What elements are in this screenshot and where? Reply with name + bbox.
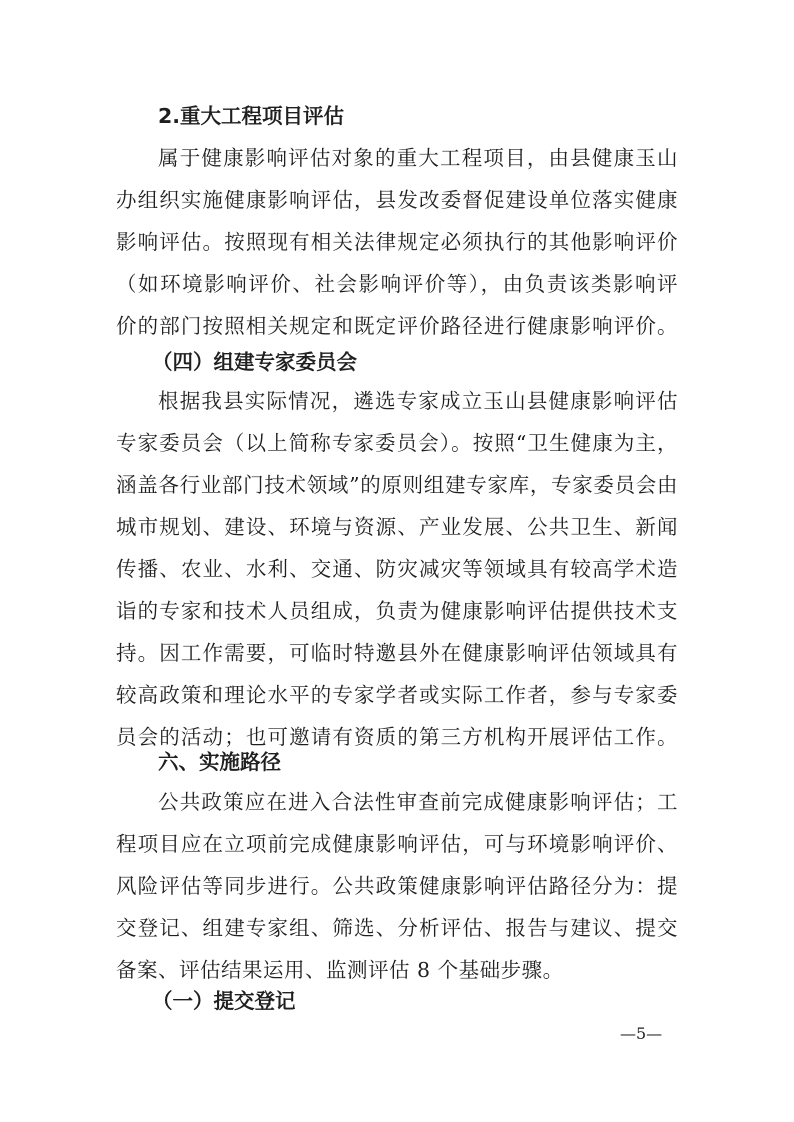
paragraph-implementation-path — [116, 781, 678, 991]
section-heading-implementation-path: 六、实施路径 — [158, 750, 281, 774]
page-number: —5— — [620, 1024, 663, 1043]
paragraph-line: 办组织实施健康影响评估，县发改委督促建设单位落实健康 — [116, 188, 678, 212]
paragraph-line: 传播、农业、水利、交通、防灾减灾等领域具有较高学术造 — [116, 557, 678, 581]
paragraph-line: 交登记、组建专家组、筛选、分析评估、报告与建议、提交 — [116, 916, 678, 940]
paragraph-line: 备案、评估结果运用、监测评估 8 个基础步骤。 — [116, 958, 564, 982]
paragraph-line: 属于健康影响评估对象的重大工程项目，由县健康玉山 — [158, 146, 678, 170]
paragraph-line: 涵盖各行业部门技术领域”的原则组建专家库，专家委员会由 — [116, 473, 678, 497]
section-heading-submission-registration: （一）提交登记 — [152, 989, 296, 1013]
paragraph-line: 公共政策应在进入合法性审查前完成健康影响评估；工 — [158, 790, 678, 814]
paragraph-line: 较高政策和理论水平的专家学者或实际工作者，参与专家委 — [116, 683, 678, 707]
paragraph-expert-committee — [116, 380, 678, 758]
paragraph-line: 专家委员会（以上简称专家委员会）。按照“卫生健康为主， — [116, 431, 678, 455]
paragraph-line: 影响评估。按照现有相关法律规定必须执行的其他影响评价 — [116, 230, 678, 254]
paragraph-major-projects — [116, 137, 678, 347]
section-heading-major-projects: 2.重大工程项目评估 — [158, 104, 345, 128]
paragraph-line: 诣的专家和技术人员组成，负责为健康影响评估提供技术支 — [116, 599, 678, 623]
paragraph-line: 持。因工作需要，可临时特邀县外在健康影响评估领域具有 — [116, 641, 678, 665]
section-heading-expert-committee: （四）组建专家委员会 — [152, 350, 357, 374]
paragraph-line: 员会的活动；也可邀请有资质的第三方机构开展评估工作。 — [116, 725, 678, 749]
paragraph-line: 城市规划、建设、环境与资源、产业发展、公共卫生、新闻 — [116, 515, 678, 539]
paragraph-line: （如环境影响评价、社会影响评价等），由负责该类影响评 — [116, 272, 678, 296]
paragraph-line: 风险评估等同步进行。公共政策健康影响评估路径分为：提 — [116, 874, 678, 898]
paragraph-line: 价的部门按照相关规定和既定评价路径进行健康影响评价。 — [116, 314, 678, 338]
paragraph-line: 根据我县实际情况，遴选专家成立玉山县健康影响评估 — [158, 389, 678, 413]
paragraph-line: 程项目应在立项前完成健康影响评估，可与环境影响评价、 — [116, 832, 678, 856]
